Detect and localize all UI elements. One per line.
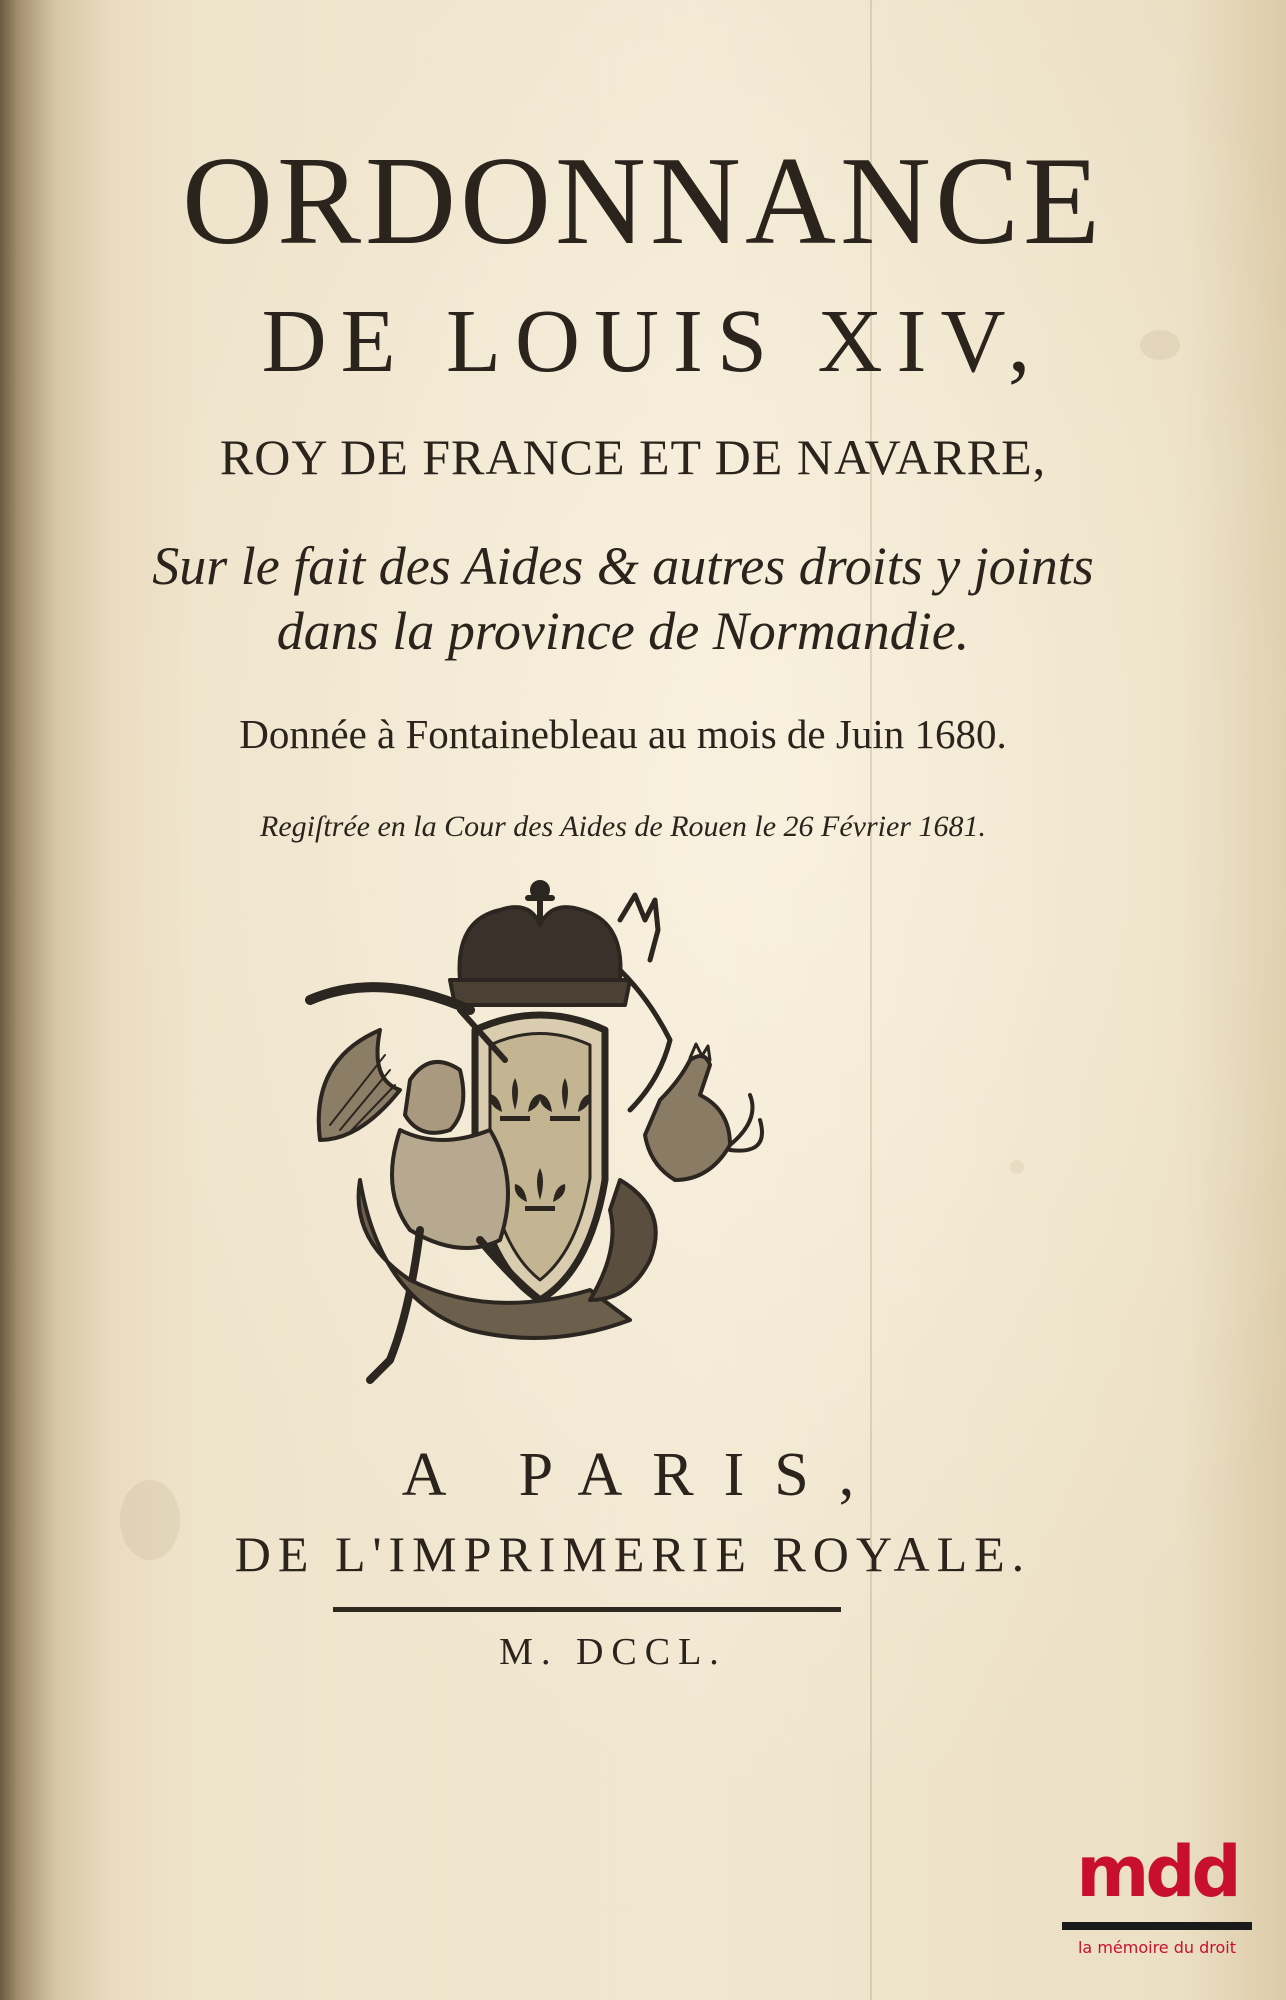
- logo-mark: mdd: [1076, 1831, 1238, 1913]
- paper-stain: [1010, 1160, 1024, 1174]
- imprint-city: A PARIS,: [401, 1441, 885, 1509]
- logo-bar: [1062, 1922, 1252, 1930]
- given-at-line: Donnée à Fontainebleau au mois de Juin 1680.: [239, 711, 1007, 757]
- title-roy: ROY DE FRANCE ET DE NAVARRE,: [219, 429, 1047, 485]
- divider-rule: [333, 1607, 841, 1612]
- imprint-printer: DE L'IMPRIMERIE ROYALE.: [234, 1526, 1032, 1582]
- subtitle-line-1: Sur le fait des Aides & autres droits y joints: [152, 536, 1094, 596]
- subtitle-line-2: dans la province de Normandie.: [276, 601, 970, 661]
- logo-tagline: la mémoire du droit: [1077, 1938, 1236, 1957]
- imprint-year: M. DCCL.: [499, 1631, 727, 1673]
- registered-line: Regiſtrée en la Cour des Aides de Rouen le 26 Février 1681.: [260, 810, 986, 843]
- title-ordonnance: ORDONNANCE: [182, 132, 1104, 271]
- royal-arms-woodcut-icon: [290, 880, 790, 1410]
- mdd-logo[interactable]: [1052, 1830, 1262, 1980]
- title-louis-xiv: DE LOUIS XIV,: [261, 292, 1045, 391]
